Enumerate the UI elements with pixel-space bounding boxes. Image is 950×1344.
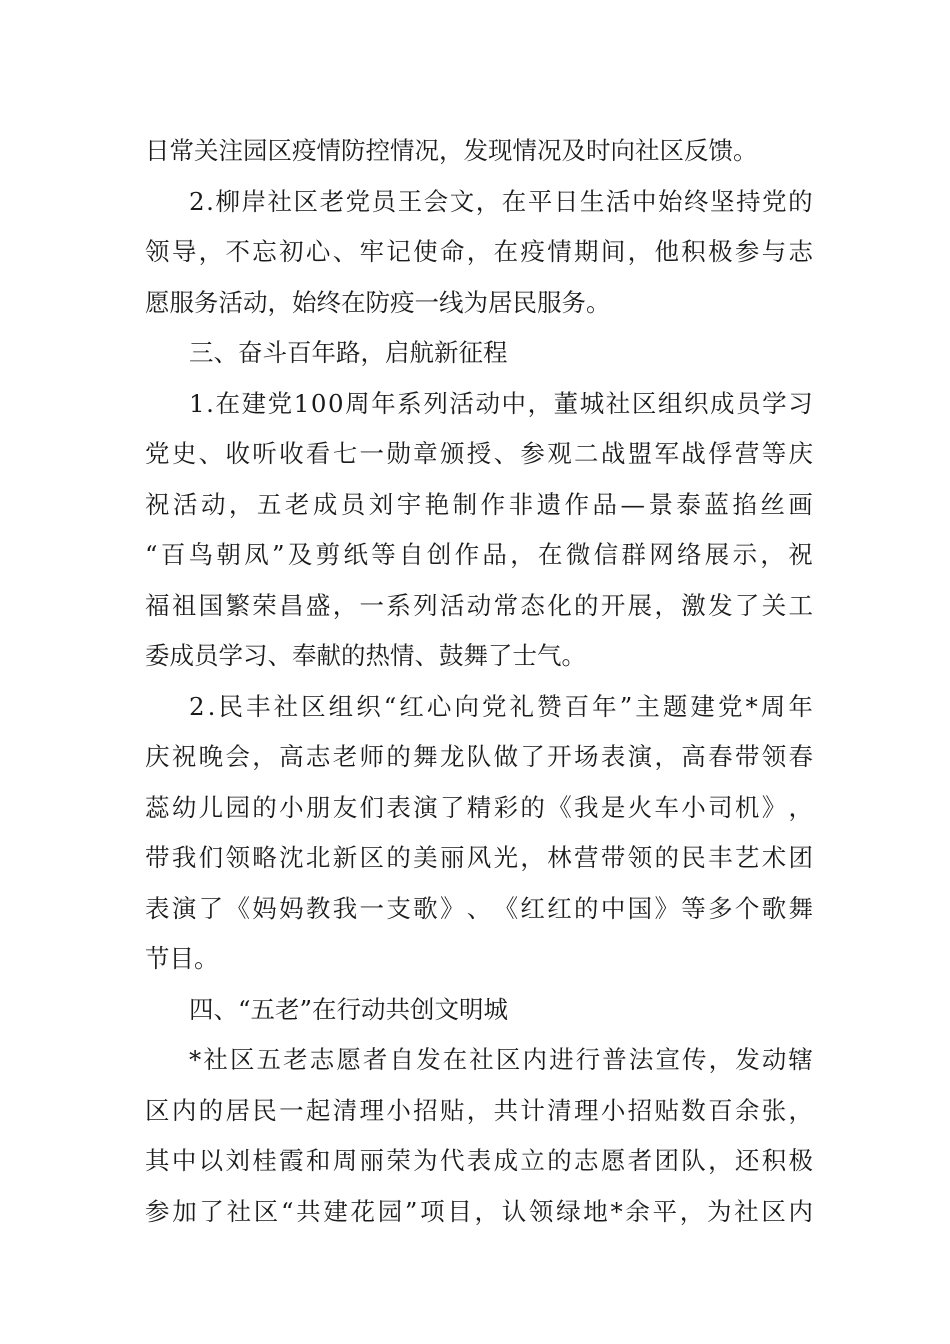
- text-line: 参 加 了 社 区 “ 共 建 花 园 ” 项 目 ， 认 领 绿 地 * 余 平 ， 为 社 区 内: [145, 1196, 813, 1226]
- text-line: 节目。: [145, 944, 219, 973]
- text-line: 委成员学习、奉献的热情、鼓舞了士气。: [145, 641, 586, 670]
- text-line: 日常关注园区疫情防控情况，发现情况及时向社区反馈。: [145, 136, 758, 165]
- section-heading: 三、奋斗百年路，启航新征程: [189, 338, 508, 367]
- section-heading: 四、“五老”在行动共创文明城: [189, 994, 509, 1024]
- text-line: 祝 活 动 ， 五 老 成 员 刘 宇 艳 制 作 非 遗 作 品 — 景 泰 蓝 掐 丝 画: [145, 489, 813, 519]
- text-line: 党史、收听收看七一勋章颁授、参观二战盟军战俘营等庆: [145, 439, 813, 468]
- text-line: 其中以刘桂霞和周丽荣为代表成立的志愿者团队，还积极: [145, 1146, 813, 1175]
- text-line: 带我们领略沈北新区的美丽风光，林营带领的民丰艺术团: [145, 843, 813, 872]
- text-line: 1.在建党100周年系列活动中，董城社区组织成员学习: [189, 388, 813, 418]
- text-line: 2.柳岸社区老党员王会文，在平日生活中始终坚持党的: [189, 186, 813, 216]
- text-line: 区内的居民一起清理小招贴，共计清理小招贴数百余张，: [145, 1095, 813, 1125]
- text-line: *社区五老志愿者自发在社区内进行普法宣传，发动辖: [189, 1045, 813, 1074]
- text-line: 2 . 民 丰 社 区 组 织 “ 红 心 向 党 礼 赞 百 年 ” 主 题 建 党 * 周 年: [189, 691, 813, 721]
- text-line: 庆祝晚会，高志老师的舞龙队做了开场表演，高春带领春: [145, 742, 813, 771]
- text-line: 蕊幼儿园的小朋友们表演了精彩的《我是火车小司机》，: [145, 792, 813, 822]
- document-page: [145, 126, 813, 1237]
- text-line: 领导，不忘初心、牢记使命，在疫情期间，他积极参与志: [145, 237, 813, 266]
- text-line: “ 百 鸟 朝 凤 ” 及 剪 纸 等 自 创 作 品 ， 在 微 信 群 网 络 展 示 ， 祝: [145, 540, 813, 569]
- text-line: 表演了《妈妈教我一支歌》、《红红的中国》等多个歌舞: [145, 893, 813, 923]
- text-line: 福祖国繁荣昌盛，一系列活动常态化的开展，激发了关工: [145, 590, 813, 620]
- text-line: 愿服务活动，始终在防疫一线为居民服务。: [145, 287, 611, 317]
